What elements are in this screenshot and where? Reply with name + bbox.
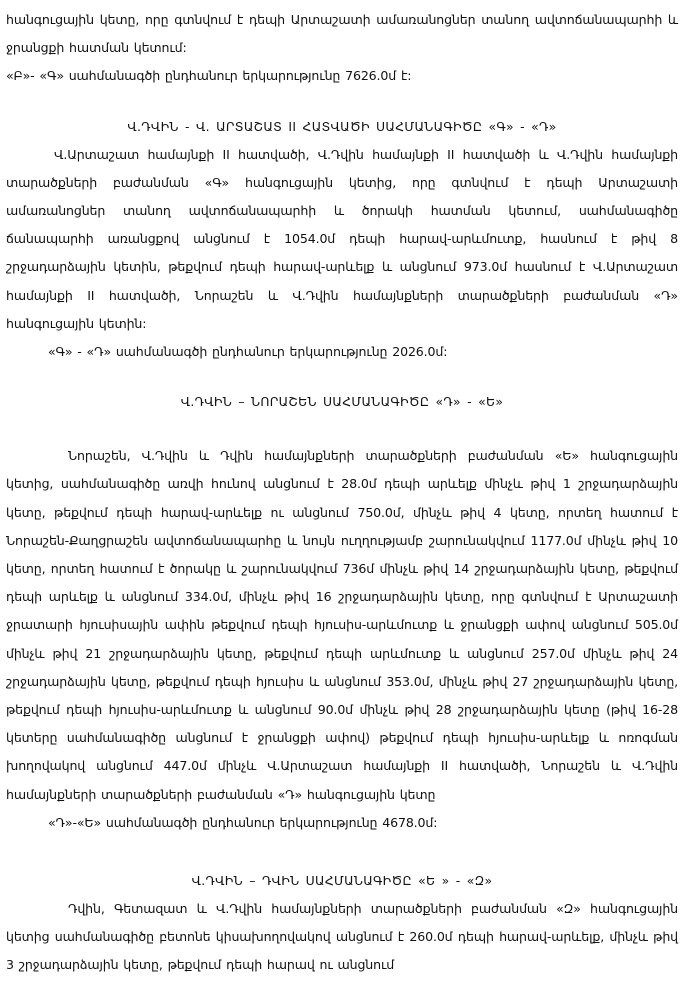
section-paragraph-d-e: Նորաշեն, Վ.Դվին և Դվին համայնքների տարածքների բաժանման «Ե» հանգուցային կետից, սահմանագիծը առվի հունով անցնում է 28.0մ դեպի արևելք մինչև թիվ 1 շրջադարձային կետը, թեքվում դեպի հարավ-արևելք ու անցնում 750.0մ, մինչև թիվ 4 կետը, որտեղ հատում է Նորաշեն-Քաղցրաշեն ավտոճանապարհը և նույն ուղղությամբ շարունակվում 1177.0մ մինչև թիվ 10 կետը, որտեղ հատում է ծորակը և շարունակվում 736մ մինչև թիվ 14 շրջադարձային կետը, թեքվում դեպի արևելք և անցնում 334.0մ, մինչև թիվ 16 շրջադարձային կետը, որը գտնվում է Արտաշատի ջրատարի հյուսիսային ափին թեքվում դեպի հյուսիս-արևմուտք և ջրանցքի ափով անցնում 505.0մ մինչև թիվ 21 շրջադարձային կետը, թեքվում դեպի արևմուտք և անցնում 257.0մ մինչև թիվ 24 շրջադարձային կետը, թեքվում դեպի հյուսիս և անցնում 353.0մ, մինչև թիվ 27 շրջադարձային կետը, թեքվում դեպի հյուսիս-արևմուտք և անցնում 90.0մ մինչև թիվ 28 շրջադարձային կետը (թիվ 16-28 կետերը սահմանագիծը անցնում է ջրանցքի ափով) թեքվում դեպի հյուսիս-արևելք և ոռոգման խողովակով անցնում 447.0մ մինչև Վ.Արտաշատ համայնքի II հատվածի, Նորաշեն և Վ.Դվին համայնքների տարածքների բաժանման «Դ» հանգուցային կետը — [6, 448, 678, 802]
intro-total-length: «Բ»- «Գ» սահմանագծի ընդհանուր երկարությունը 7626.0մ է: — [6, 68, 412, 84]
section-heading-g-d: Վ.ԴՎԻՆ - Վ. ԱՐՏԱՇԱՏ II ՀԱՏՎԱԾԻ ՍԱՀՄԱՆԱԳԻԾԸ «Գ» - «Դ» — [127, 118, 557, 134]
spacer — [6, 91, 678, 113]
section-paragraph-g-d: Վ.Արտաշատ համայնքի II հատվածի, Վ.Դվին համայնքի II հատվածի և Վ.Դվին համայնքի տարածքների բաժանման «Գ» հանգուցային կետից, որը գտնվում է դեպի Արտաշատի ամառանոցներ տանող ավտոճանապարհի և ծորակի հատման կետում, սահմանագիծը ճանապարհի առանցքով անցնում է 1054.0մ դեպի հարավ-արևմուտք, հասնում է թիվ 8 շրջադարձային կետին, թեքվում դեպի հարավ-արևելք և անցնում 973.0մ հասնում է Վ.Արտաշատ համայնքի II հատվածի, Նորաշեն և Վ.Դվին համայնքների տարածքների բաժանման «Դ» հանգուցային կետին: — [6, 146, 678, 331]
section-paragraph-e-z: Դվին, Գետազատ և Վ.Դվին համայնքների տարածքների բաժանման «Զ» հանգուցային կետից սահմանագիծը բետոնե կիսախողովակով անցնում է 260.0մ դեպի հարավ-արևելք, մինչև թիվ 3 շրջադարձային կետը, թեքվում դեպի հարավ ու անցնում — [6, 901, 678, 973]
section-heading-d-e: Վ.ԴՎԻՆ – ՆՈՐԱՇԵՆ ՍԱՀՄԱՆԱԳԻԾԸ «Դ» - «Ե» — [180, 394, 504, 410]
section-total-d-e: «Դ»-«Ե» սահմանագծի ընդհանուր երկարությունը 4678.0մ: — [48, 814, 438, 830]
section-total-g-d: «Գ» - «Դ» սահմանագծի ընդհանուր երկարությունը 2026.0մ: — [48, 344, 448, 360]
intro-paragraph: հանգուցային կետը, որը գտնվում է դեպի Արտաշատի ամառանոցներ տանող ավտոճանապարհի և ջրանցքի հատման կետում: — [6, 12, 678, 56]
spacer — [6, 837, 678, 867]
spacer — [6, 416, 678, 442]
spacer — [6, 366, 678, 388]
section-heading-e-z: Վ.ԴՎԻՆ – ԴՎԻՆ ՍԱՀՄԱՆԱԳԻԾԸ «Ե » - «Զ» — [191, 873, 493, 889]
